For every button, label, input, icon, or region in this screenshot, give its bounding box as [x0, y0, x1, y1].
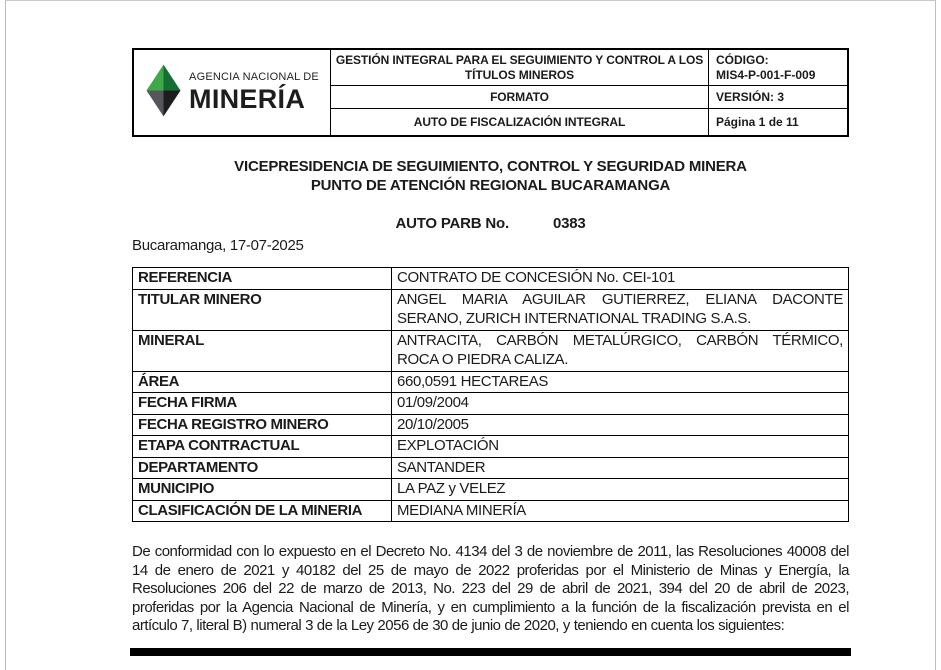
form-title-row1: GESTIÓN INTEGRAL PARA EL SEGUIMIENTO Y CONTROL A LOS TÍTULOS MINEROS — [331, 50, 709, 86]
codigo-value: MIS4-P-001-F-009 — [716, 67, 816, 82]
form-header-table — [132, 48, 849, 137]
body-paragraph: De conformidad con lo expuesto en el Decreto No. 4134 del 3 de noviembre de 2011, las Resoluciones 40008 del 14 de enero de 2021 y 40182 del 25 de mayo de 2022 proferidas por el Ministerio de Minas y Energía, la Resoluciones 206 del 22 de marzo de 2013, No. 223 del 29 de abril de 2021, 394 del 20 de abril de 2023, proferidas por la Agencia Nacional de Minería, y en cumplimiento a la función de la fiscalización prevista en el artículo 7, literal B) numeral 3 de la Ley 2056 de 30 de junio de 2020, y teniendo en cuenta los siguientes: — [132, 543, 849, 635]
date-line: Bucaramanga, 17-07-2025 — [132, 237, 304, 254]
row-value-fecha-registro-minero: 20/10/2005 — [392, 415, 849, 437]
document-page — [5, 0, 936, 670]
anm-logo-text — [189, 72, 319, 113]
title-info-table — [132, 267, 849, 522]
document-title-line2: PUNTO DE ATENCIÓN REGIONAL BUCARAMANGA — [310, 177, 671, 194]
row-value-municipio: LA PAZ y VELEZ — [392, 479, 849, 501]
row-value-mineral: ANTRACITA, CARBÓN METALÚRGICO, CARBÓN TÉRMICO, ROCA O PIEDRA CALIZA. — [392, 331, 849, 372]
row-label-clasificacion-mineria: CLASIFICACIÓN DE LA MINERIA — [133, 501, 392, 523]
auto-number-line — [132, 215, 849, 232]
row-label-municipio: MUNICIPIO — [133, 479, 392, 501]
form-title-row3: AUTO DE FISCALIZACIÓN INTEGRAL — [331, 109, 709, 135]
form-codigo-cell — [709, 50, 847, 86]
row-label-etapa-contractual: ETAPA CONTRACTUAL — [133, 436, 392, 458]
row-value-departamento: SANTANDER — [392, 458, 849, 480]
row-value-clasificacion-mineria: MEDIANA MINERÍA — [392, 501, 849, 523]
row-label-referencia: REFERENCIA — [133, 268, 392, 290]
anm-logo-line1: AGENCIA NACIONAL DE — [189, 71, 319, 84]
row-label-area: ÁREA — [133, 372, 392, 394]
row-value-fecha-firma: 01/09/2004 — [392, 393, 849, 415]
form-title-row2: FORMATO — [331, 86, 709, 109]
row-label-fecha-registro-minero: FECHA REGISTRO MINERO — [133, 415, 392, 437]
document-title-line1: VICEPRESIDENCIA DE SEGUIMIENTO, CONTROL Y SEGURIDAD MINERA — [234, 158, 747, 175]
row-value-area: 660,0591 HECTAREAS — [392, 372, 849, 394]
row-label-titular-minero: TITULAR MINERO — [133, 290, 392, 331]
form-page-cell: Página 1 de 11 — [716, 114, 799, 129]
anm-diamond-logo-icon — [145, 63, 182, 123]
row-value-titular-minero: ANGEL MARIA AGUILAR GUTIERREZ, ELIANA DACONTE SERANO, ZURICH INTERNATIONAL TRADING S.A.S. — [392, 290, 849, 331]
document-title — [132, 157, 849, 195]
page-content — [132, 48, 849, 656]
auto-label: AUTO PARB No. — [395, 215, 509, 232]
row-value-etapa-contractual: EXPLOTACIÓN — [392, 436, 849, 458]
anm-logo-line2: MINERÍA — [189, 83, 306, 114]
auto-number: 0383 — [552, 215, 586, 232]
codigo-label: CÓDIGO: — [716, 52, 769, 67]
row-label-mineral: MINERAL — [133, 331, 392, 372]
row-value-referencia: CONTRATO DE CONCESIÓN No. CEI-101 — [392, 268, 849, 290]
row-label-fecha-firma: FECHA FIRMA — [133, 393, 392, 415]
row-label-departamento: DEPARTAMENTO — [133, 458, 392, 480]
next-section-table-top-border — [130, 648, 851, 656]
anm-logo — [134, 50, 331, 135]
form-version-cell: VERSIÓN: 3 — [709, 86, 847, 109]
